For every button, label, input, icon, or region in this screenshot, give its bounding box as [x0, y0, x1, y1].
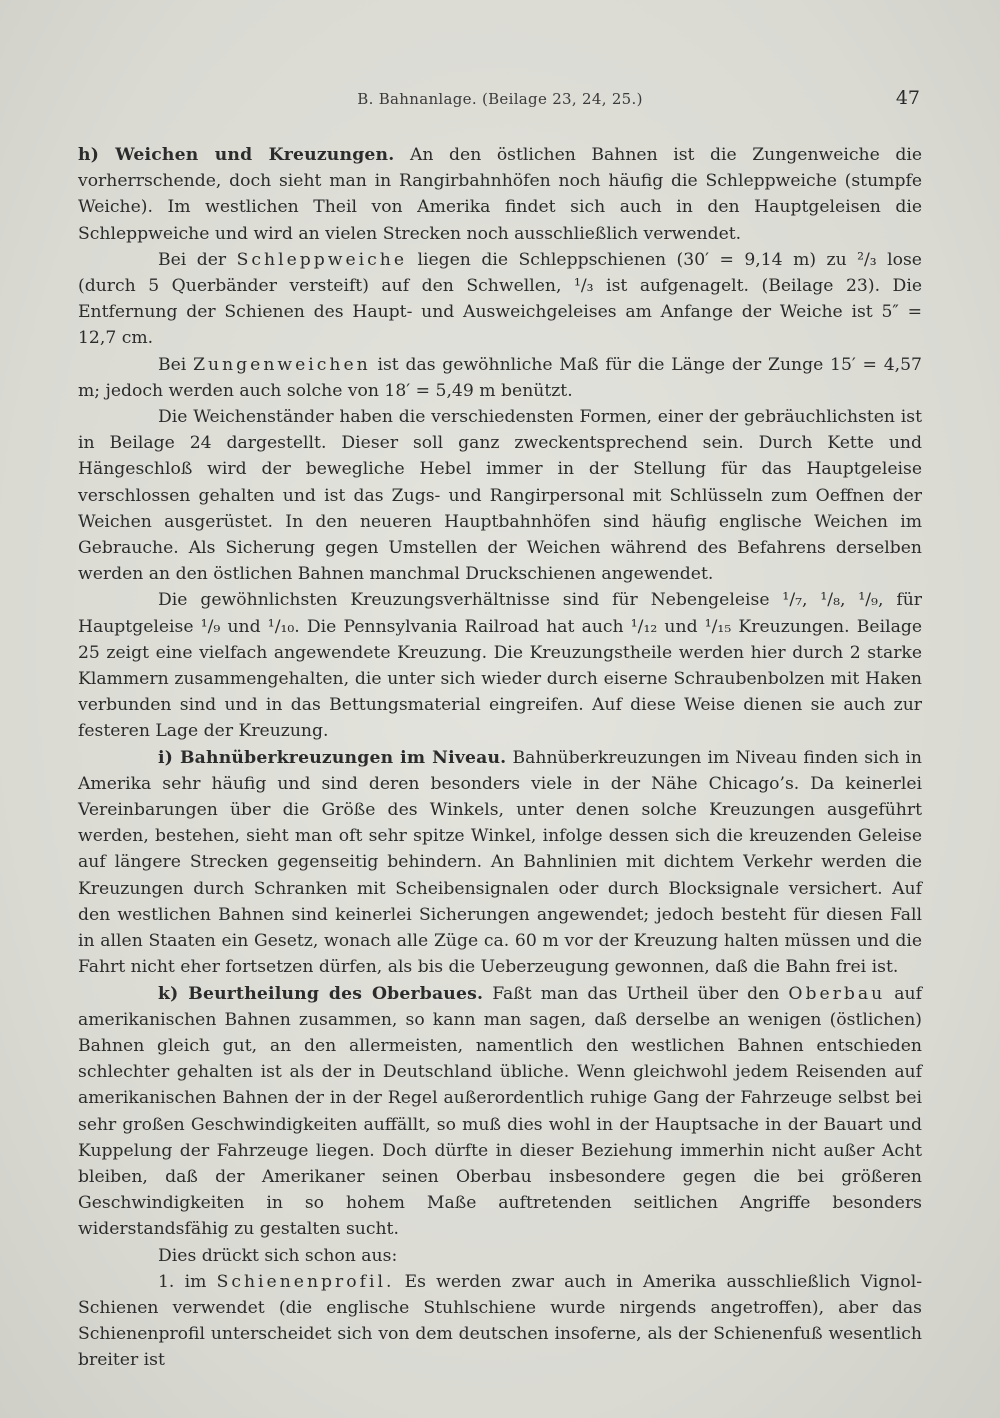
- running-header: [80, 87, 920, 114]
- term-schleppweiche: Schleppweiche: [236, 249, 407, 270]
- section-k-paragraph-1: [78, 981, 922, 1243]
- section-k-text-1b: auf amerikanischen Bahnen zusammen, so kann man sagen, daß derselbe an wenigen (östlichen) Bahnen gleich gut, an den allermeisten, namentlich den westlichen Bahnen entschieden schlechter gehalten ist als der in Deutschland übliche. Wenn gleichwohl jedem Reisenden auf amerikanischen Bahnen der in der Regel außerordentlich ruhige Gang der Fahrzeuge selbst bei sehr großen Geschwindigkeiten auffällt, so muß dies wohl in der Hauptsache in der Bauart und Kuppelung der Fahrzeuge liegen. Doch dürfte in dieser Beziehung immerhin nicht außer Acht bleiben, daß der Amerikaner seinen Oberbau insbesondere gegen die bei größeren Geschwindigkeiten in so hohem Maße auftretenden seitlichen Angriffe besonders widerstandsfähig zu gestalten sucht.: [78, 983, 922, 1240]
- section-h-text-2a: Bei der: [158, 249, 237, 270]
- section-k-text-1a: Faßt man das Urtheil über den: [483, 983, 789, 1004]
- term-oberbau: Oberbau: [788, 983, 886, 1004]
- section-k-list-item-1: [78, 1269, 922, 1374]
- section-h-paragraph-4: Die Weichenständer haben die verschiedensten Formen, einer der gebräuchlichsten ist in Beilage 24 dargestellt. Dieser soll ganz zweckentsprechend sein. Durch Kette und Hängeschloß wird der bewegliche Hebel immer in der Stellung für das Hauptgeleise verschlossen gehalten und ist das Zugs- und Rangirpersonal mit Schlüsseln zum Oeffnen der Weichen ausgerüstet. In den neueren Hauptbahnhöfen sind häufig englische Weichen im Gebrauche. Als Sicherung gegen Umstellen der Weichen während des Befahrens derselben werden an den östlichen Bahnen manchmal Druckschienen angewendet.: [78, 407, 922, 585]
- term-zungenweichen: Zungenweichen: [193, 354, 371, 375]
- section-k-paragraph-2: Dies drückt sich schon aus:: [158, 1245, 398, 1266]
- term-schienenprofil: Schienenprofil.: [216, 1271, 395, 1292]
- section-h-paragraph-1: [78, 142, 922, 247]
- section-h-text-2b: liegen die Schleppschienen (30′ = 9,14 m) zu ²/₃ lose (durch 5 Querbänder versteift) auf den Schwellen, ¹/₃ ist aufgenagelt. (Beilage 23). Die Entfernung der Schienen des Haupt- und Ausweichgeleises am Anfange der Weiche ist 5″ = 12,7 cm.: [78, 249, 922, 349]
- list-item-1-text: Es werden zwar auch in Amerika ausschließlich Vignol-Schienen verwendet (die englische Stuhlschiene wurde nirgends angetroffen), aber das Schienenprofil unterscheidet sich von dem deutschen insoferne, als der Schienenfuß wesentlich breiter ist: [78, 1271, 922, 1371]
- page-number: 47: [895, 87, 920, 109]
- section-k-heading: k) Beurtheilung des Oberbaues.: [158, 983, 484, 1004]
- list-item-1-number: 1. im: [158, 1271, 217, 1292]
- section-h-paragraph-3: [78, 352, 922, 404]
- body-text: [78, 142, 922, 1374]
- section-h-paragraph-5: Die gewöhnlichsten Kreuzungsverhältnisse sind für Nebengeleise ¹/₇, ¹/₈, ¹/₉, für Hauptgeleise ¹/₉ und ¹/₁₀. Die Pennsylvania Railroad hat auch ¹/₁₂ und ¹/₁₅ Kreuzungen. Beilage 25 zeigt eine vielfach angewendete Kreuzung. Die Kreuzungstheile werden hier durch 2 starke Klammern zusammengehalten, die unter sich wieder durch eiserne Schraubenbolzen mit Haken verbunden sind und in das Bettungsmaterial eingreifen. Auf diese Weise dienen sie auch zur festeren Lage der Kreuzung.: [78, 590, 922, 742]
- section-h-text-3b: ist das gewöhnliche Maß für die Länge der Zunge 15′ = 4,57 m; jedoch werden auch solche von 18′ = 5,49 m benützt.: [78, 354, 922, 401]
- section-i-text: Bahnüberkreuzungen im Niveau finden sich in Amerika sehr häufig und sind deren besonders viele in der Nähe Chicago’s. Da keinerlei Vereinbarungen über die Größe des Winkels, unter denen solche Kreuzungen ausgeführt werden, bestehen, sieht man oft sehr spitze Winkel, infolge dessen sich die kreuzenden Geleise auf längere Strecken gegenseitig behindern. An Bahnlinien mit dichtem Verkehr werden die Kreuzungen durch Schranken mit Scheibensignalen oder durch Blocksignale versichert. Auf den westlichen Bahnen sind keinerlei Sicherungen angewendet; jedoch besteht für diesen Fall in allen Staaten ein Gesetz, wonach alle Züge ca. 60 m vor der Kreuzung halten müssen und die Fahrt nicht eher fortsetzen dürfen, als bis die Ueberzeugung gewonnen, daß die Bahn frei ist.: [78, 747, 922, 978]
- section-h-paragraph-2: [78, 247, 922, 352]
- running-title: B. Bahnanlage. (Beilage 23, 24, 25.): [357, 90, 643, 108]
- section-i-paragraph: [78, 745, 922, 981]
- section-i-heading: i) Bahnüberkreuzungen im Niveau.: [158, 747, 507, 768]
- section-h-heading: h) Weichen und Kreuzungen.: [78, 145, 395, 165]
- section-h-text-3a: Bei: [158, 354, 194, 375]
- section-h-text-1: An den östlichen Bahnen ist die Zungenweiche die vorherrschende, doch sieht man in Rangirbahnhöfen noch häufig die Schleppweiche (stumpfe Weiche). Im westlichen Theil von Amerika findet sich auch in den Hauptgeleisen die Schleppweiche und wird an vielen Strecken noch ausschließlich verwendet.: [78, 145, 922, 244]
